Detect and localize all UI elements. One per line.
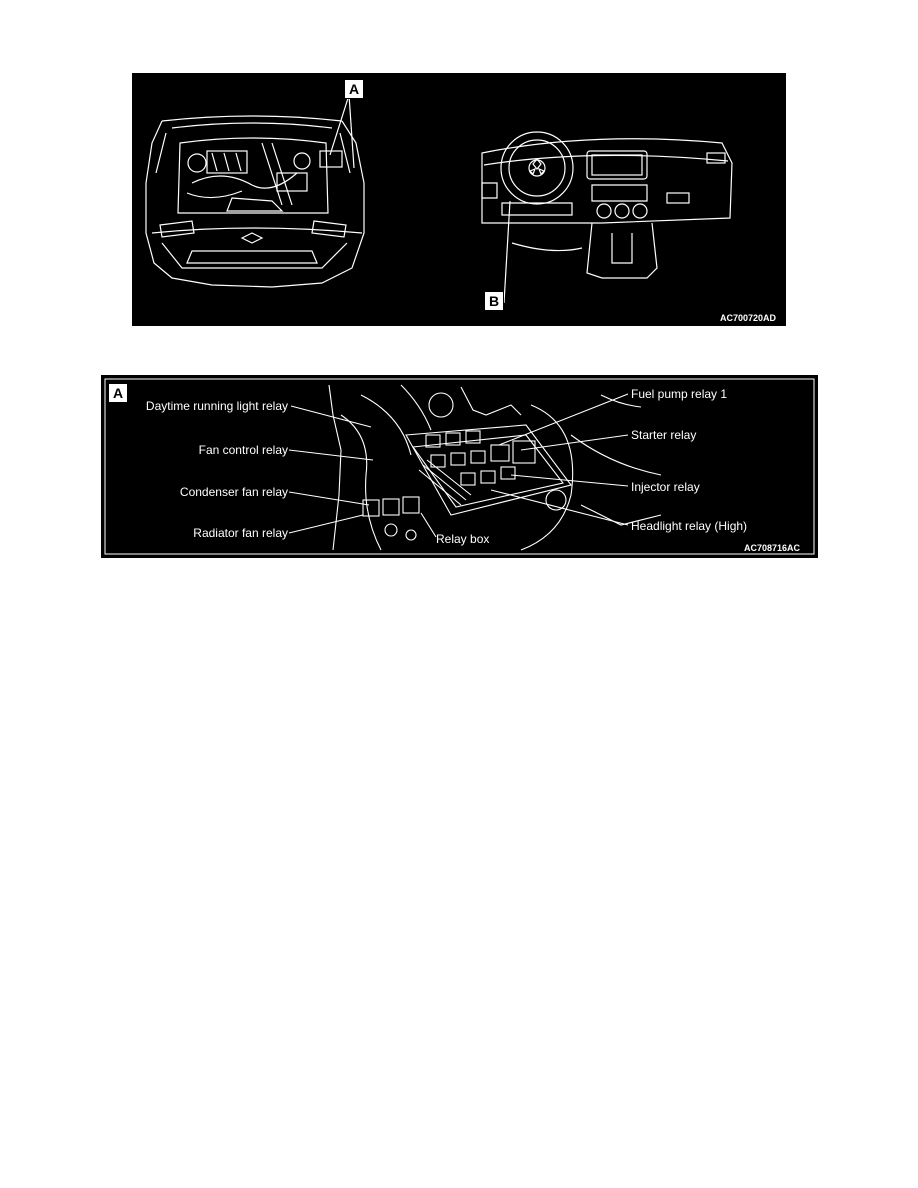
label-daytime-running-light-relay: Daytime running light relay bbox=[145, 399, 288, 413]
relay-figure-callout-a: A bbox=[108, 383, 128, 403]
label-starter-relay: Starter relay bbox=[631, 428, 697, 442]
label-headlight-relay-high: Headlight relay (High) bbox=[631, 519, 748, 533]
car-front-drawing bbox=[146, 116, 364, 287]
bottom-figure-code: AC708716AC bbox=[744, 543, 801, 553]
label-fan-control-relay: Fan control relay bbox=[198, 443, 288, 457]
top-figure-code: AC700720AD bbox=[720, 313, 777, 323]
vehicle-location-figure bbox=[132, 73, 786, 326]
label-fuel-pump-relay-1: Fuel pump relay 1 bbox=[631, 387, 728, 401]
label-injector-relay: Injector relay bbox=[631, 480, 700, 494]
callout-b-leader bbox=[504, 201, 510, 303]
vehicle-line-drawing bbox=[132, 73, 786, 326]
label-condenser-fan-relay: Condenser fan relay bbox=[179, 485, 288, 499]
relay-location-figure bbox=[101, 375, 818, 558]
label-radiator-fan-relay: Radiator fan relay bbox=[193, 526, 288, 540]
callout-a-label: A bbox=[344, 79, 364, 99]
relay-box-drawing bbox=[329, 385, 661, 550]
dashboard-drawing bbox=[482, 132, 732, 278]
label-relay-box: Relay box bbox=[436, 532, 490, 546]
callout-b-label: B bbox=[484, 291, 504, 311]
